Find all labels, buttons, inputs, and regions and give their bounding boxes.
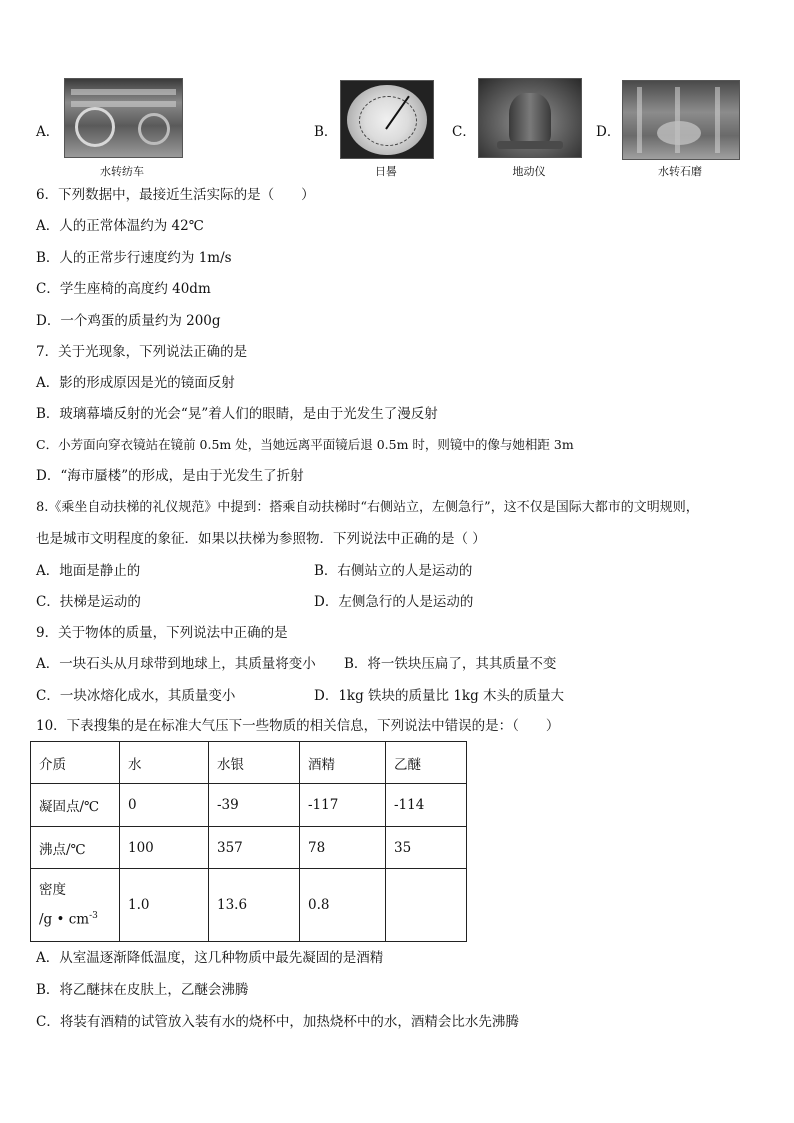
table-cell: 水银 bbox=[209, 742, 300, 784]
q10-option-a: A．从室温逐渐降低温度，这几种物质中最先凝固的是酒精 bbox=[36, 950, 384, 966]
q10-stem: 10．下表搜集的是在标准大气压下一些物质的相关信息，下列说法中错误的是：（ ） bbox=[36, 718, 560, 734]
q8-option-a: A．地面是静止的 bbox=[36, 563, 141, 579]
table-cell: 0.8 bbox=[300, 869, 386, 942]
q10-option-c: C．将装有酒精的试管放入装有水的烧杯中，加热烧杯中的水，酒精会比水先沸腾 bbox=[36, 1014, 519, 1030]
table-cell: 酒精 bbox=[300, 742, 386, 784]
table-cell: 水 bbox=[120, 742, 209, 784]
substance-properties-table bbox=[30, 741, 467, 942]
caption-a: 水转纺车 bbox=[100, 165, 144, 178]
density-unit: /g • cm bbox=[39, 911, 90, 928]
seismoscope-photo bbox=[478, 78, 582, 158]
q7-option-c: C．小芳面向穿衣镜站在镜前 0.5m 处，当她远离平面镜后退 0.5m 时，则镜中的像与她相距 3m bbox=[36, 437, 574, 452]
water-spinning-wheel-photo bbox=[64, 78, 183, 158]
q9-option-c: C．一块冰熔化成水，其质量变小 bbox=[36, 688, 236, 704]
sundial-photo bbox=[340, 80, 434, 159]
table-cell: 0 bbox=[120, 784, 209, 827]
table-cell: 357 bbox=[209, 827, 300, 869]
table-row bbox=[31, 827, 467, 869]
q9-stem: 9．关于物体的质量，下列说法中正确的是 bbox=[36, 625, 288, 641]
option-d-label: D． bbox=[596, 124, 621, 140]
caption-b: 日晷 bbox=[375, 165, 397, 178]
q8-option-d: D．左侧急行的人是运动的 bbox=[314, 594, 474, 610]
q9-option-a: A．一块石头从月球带到地球上，其质量将变小 bbox=[36, 656, 316, 672]
table-cell: -39 bbox=[209, 784, 300, 827]
q6-option-d: D．一个鸡蛋的质量约为 200g bbox=[36, 313, 221, 329]
table-row bbox=[31, 869, 467, 942]
table-cell: 介质 bbox=[31, 742, 120, 784]
q6-option-a: A．人的正常体温约为 42℃ bbox=[36, 218, 204, 234]
q9-option-d: D．1kg 铁块的质量比 1kg 木头的质量大 bbox=[314, 688, 565, 704]
table-row-header bbox=[31, 742, 467, 784]
density-label: 密度 bbox=[39, 882, 66, 899]
caption-d: 水转石磨 bbox=[658, 165, 702, 178]
q8-stem-line2: 也是城市文明程度的象征．如果以扶梯为参照物．下列说法中正确的是（ ） bbox=[36, 531, 486, 547]
option-b-label: B． bbox=[314, 124, 338, 140]
table-cell: 沸点/℃ bbox=[31, 827, 120, 869]
water-mill-photo bbox=[622, 80, 740, 160]
q7-option-b: B．玻璃幕墙反射的光会“晃”着人们的眼睛，是由于光发生了漫反射 bbox=[36, 406, 438, 422]
table-cell-density-label bbox=[31, 869, 120, 942]
q7-option-d: D．“海市蜃楼”的形成，是由于光发生了折射 bbox=[36, 468, 304, 484]
q8-option-b: B．右侧站立的人是运动的 bbox=[314, 563, 473, 579]
density-unit-exponent: -3 bbox=[89, 911, 98, 922]
q8-stem-line1: 8.《乘坐自动扶梯的礼仪规范》中提到：搭乘自动扶梯时“右侧站立，左侧急行”，这不仅是国际大都市的文明规则， bbox=[36, 500, 699, 515]
q6-option-c: C．学生座椅的高度约 40dm bbox=[36, 281, 211, 297]
caption-c: 地动仪 bbox=[512, 165, 546, 178]
option-a-label: A． bbox=[36, 124, 60, 140]
q7-option-a: A．影的形成原因是光的镜面反射 bbox=[36, 375, 235, 391]
table-cell: 35 bbox=[386, 827, 467, 869]
q7-stem: 7．关于光现象，下列说法正确的是 bbox=[36, 344, 248, 360]
table-cell: 1.0 bbox=[120, 869, 209, 942]
table-cell: 乙醚 bbox=[386, 742, 467, 784]
q9-option-b: B．将一铁块压扁了，其其质量不变 bbox=[344, 656, 557, 672]
table-cell bbox=[386, 869, 467, 942]
q6-option-b: B．人的正常步行速度约为 1m/s bbox=[36, 250, 232, 266]
table-cell: 凝固点/℃ bbox=[31, 784, 120, 827]
q8-option-c: C．扶梯是运动的 bbox=[36, 594, 141, 610]
table-cell: 78 bbox=[300, 827, 386, 869]
table-cell: 100 bbox=[120, 827, 209, 869]
option-c-label: C． bbox=[452, 124, 476, 140]
table-row bbox=[31, 784, 467, 827]
table-cell: 13.6 bbox=[209, 869, 300, 942]
q6-stem: 6．下列数据中，最接近生活实际的是（ ） bbox=[36, 187, 315, 203]
table-cell: -117 bbox=[300, 784, 386, 827]
table-cell: -114 bbox=[386, 784, 467, 827]
q10-option-b: B．将乙醚抹在皮肤上，乙醚会沸腾 bbox=[36, 982, 249, 998]
